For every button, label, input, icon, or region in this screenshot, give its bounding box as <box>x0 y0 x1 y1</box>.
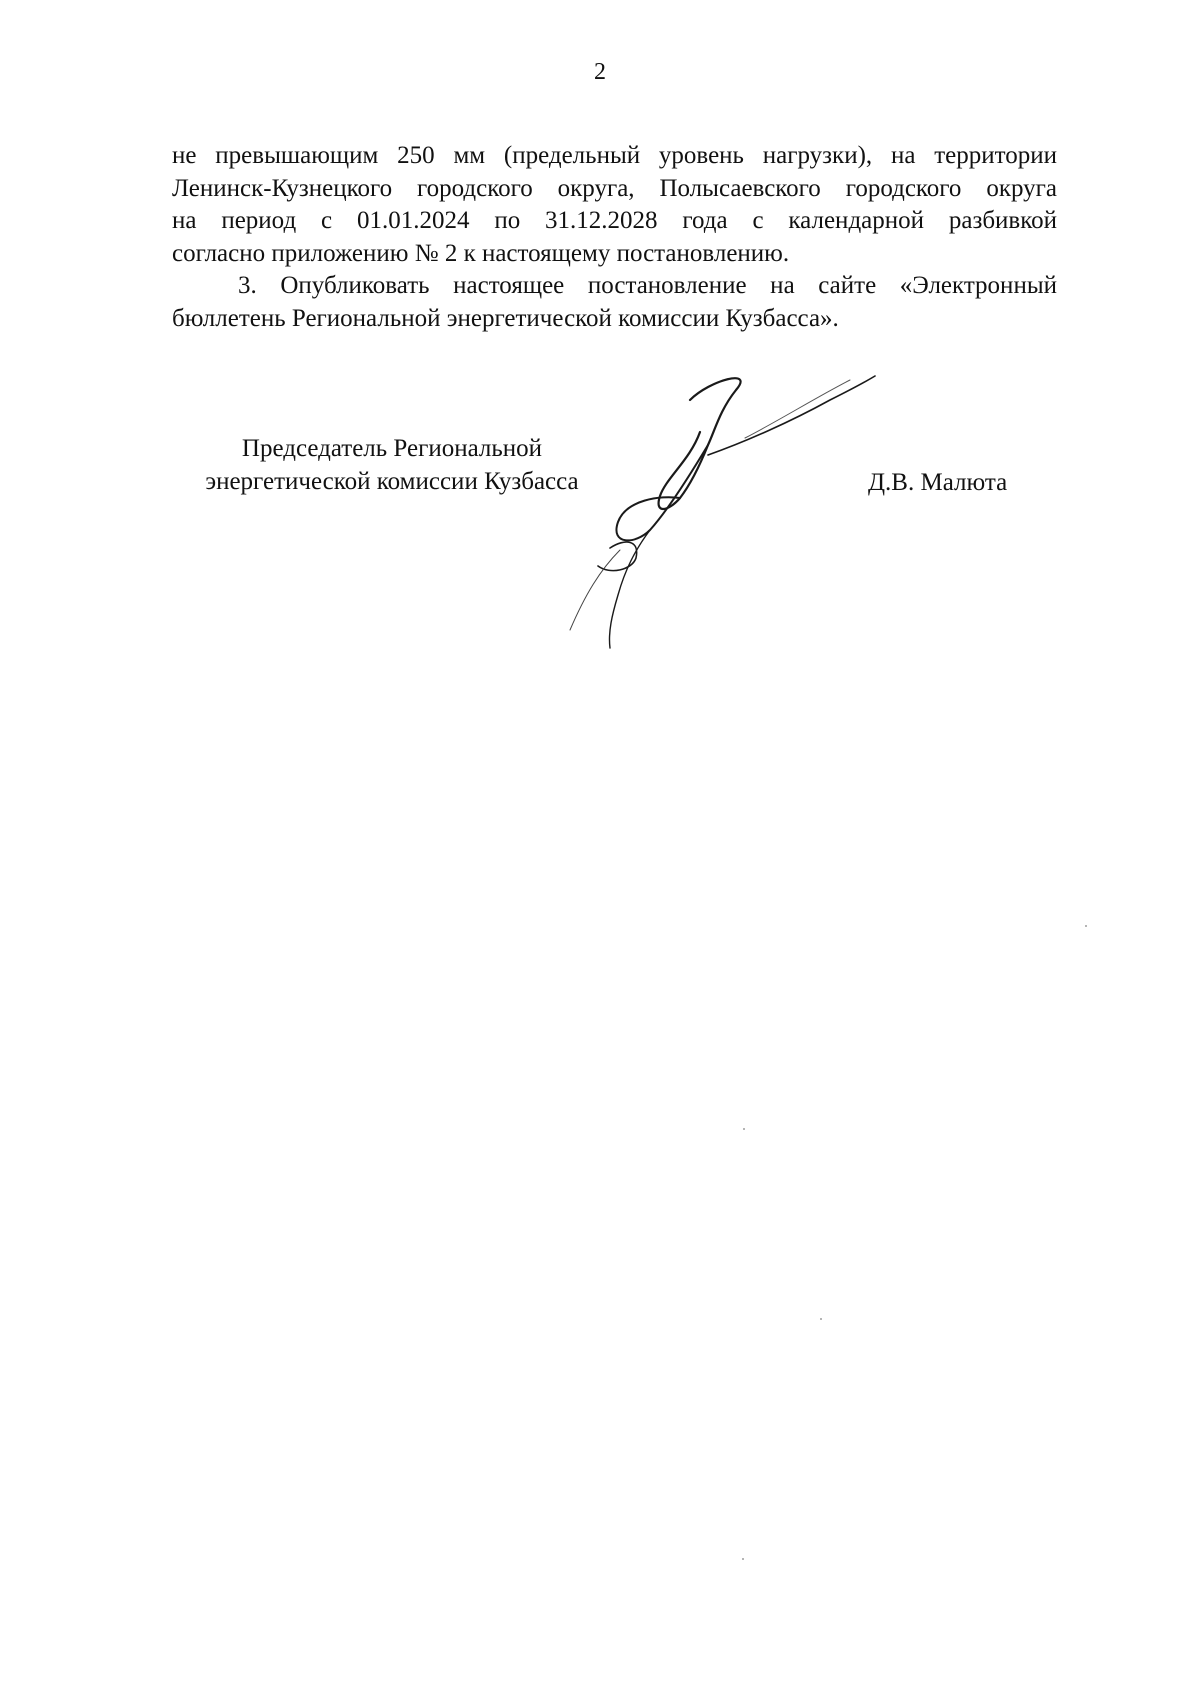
signature-stroke-sweep <box>708 376 875 455</box>
signature-stroke-tail <box>609 530 650 648</box>
paragraph-item3-line-1: 3. Опубликовать настоящее постановление на сайте «Электронный <box>238 272 1057 299</box>
paragraph-item3-line-2: бюллетень Региональной энергетической комиссии Кузбасса». <box>172 304 839 332</box>
signature-stroke-flourish <box>745 380 850 438</box>
scan-speck <box>742 1558 744 1560</box>
paragraph-continuation-line-4: согласно приложению № 2 к настоящему постановлению. <box>172 239 790 267</box>
signatory-title-line-1: Председатель Региональной <box>241 435 543 462</box>
signatory-title-line-2: энергетической комиссии Кузбасса <box>205 468 579 495</box>
signature-stroke-main <box>659 378 741 509</box>
paragraph-continuation-line-1: не превышающим 250 мм (предельный уровень нагрузки), на территории <box>172 142 1057 169</box>
paragraph-continuation-line-2: Ленинск-Кузнецкого городского округа, Полысаевского городского округа <box>172 174 1057 202</box>
scan-speck <box>743 1128 745 1130</box>
signature-stroke-lower-loop <box>598 542 637 571</box>
handwritten-signature <box>540 370 920 660</box>
scan-speck <box>1085 925 1087 927</box>
page-number: 2 <box>594 59 606 85</box>
paragraph-continuation-line-3: на период с 01.01.2024 по 31.12.2028 года с календарной разбивкой <box>172 207 1057 234</box>
signatory-name: Д.В. Малюта <box>868 469 1008 496</box>
scan-speck <box>820 1318 822 1320</box>
document-body <box>172 140 1057 335</box>
